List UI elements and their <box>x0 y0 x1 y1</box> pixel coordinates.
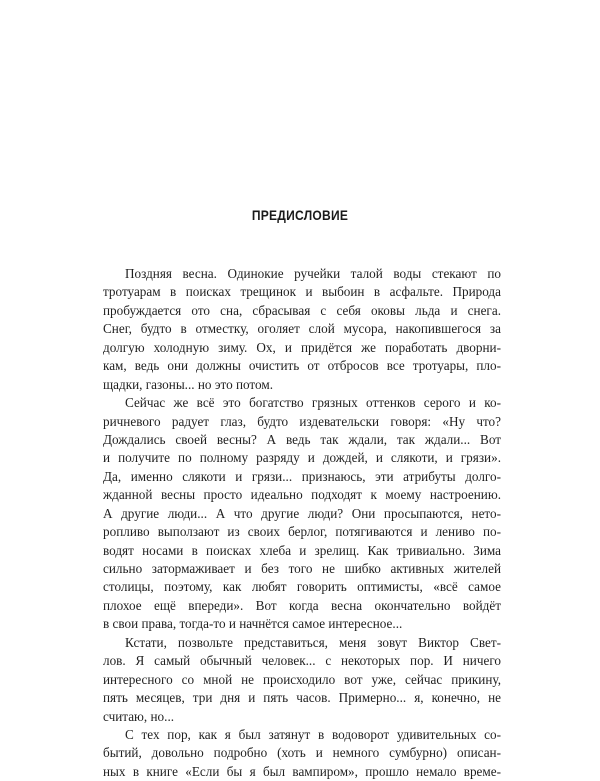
text-line: в свои права, тогда-то и начнётся самое интересное... <box>103 616 403 632</box>
text-line: щадки, газоны... но это потом. <box>103 376 274 392</box>
text-line: лов. Я самый обычный человек... с некоторых пор. И ничего <box>103 653 501 669</box>
chapter-heading: ПРЕДИСЛОВИЕ <box>251 207 349 223</box>
text-line: долгую холодную зиму. Ох, и придётся же поработать дворни- <box>103 339 501 355</box>
text-line: интересного со мной не происходило вот уже, сейчас прикину, <box>103 671 501 687</box>
text-line: пять месяцев, три дня и пять часов. Примерно... я, конечно, не <box>103 690 501 706</box>
text-line: Снег, будто в отместку, оголяет слой мусора, накопившегося за <box>103 321 501 337</box>
text-line: ричневого радует глаз, будто издевательски говоря: «Ну что? <box>103 413 501 429</box>
text-line: Сейчас же всё это богатство грязных оттенков серого и ко- <box>125 395 501 411</box>
text-line: ных в книге «Если бы я был вампиром», прошло немало време- <box>103 763 501 779</box>
text-line: пробуждается ото сна, сбрасывая с себя оковы льда и снега. <box>103 302 501 318</box>
text-line: столицы, поэтому, как любят говорить оптимисты, «всё самое <box>103 579 501 595</box>
text-line: бытий, довольно подробно (хоть и немного сумбурно) описан- <box>103 745 501 761</box>
text-line: считаю, но... <box>103 708 175 724</box>
body-text <box>103 265 501 781</box>
text-line: водят носами в поисках хлеба и зрелищ. Как тривиально. Зима <box>103 542 501 558</box>
text-line: кам, ведь они должны очистить от отбросов все тротуары, пло- <box>103 358 501 374</box>
text-line: сильно затормаживает и без того не шибко активных жителей <box>103 561 501 576</box>
text-line: ропливо выползают из своих берлог, потягиваются и лениво по- <box>103 524 501 540</box>
text-line: А другие люди... А что другие люди? Они просыпаются, нето- <box>103 505 501 521</box>
text-line: С тех пор, как я был затянут в водоворот удивительных со- <box>125 726 501 742</box>
text-line: Поздняя весна. Одинокие ручейки талой воды стекают по <box>125 266 501 281</box>
text-line: жданной весны просто идеально подходят к моему настроению. <box>103 487 501 503</box>
text-line: Дождались своей весны? А ведь так ждали, так ждали... Вот <box>103 431 501 447</box>
text-line: и получите по полному разряду и дождей, и слякоти, и грязи». <box>103 450 501 466</box>
text-line: Кстати, позвольте представиться, меня зовут Виктор Свет- <box>125 634 501 650</box>
text-line: плохое ещё впереди». Вот когда весна окончательно войдёт <box>103 597 501 613</box>
text-line: тротуарам в поисках трещинок и выбоин в асфальте. Природа <box>103 284 501 300</box>
text-line: Да, именно слякоти и грязи... признаюсь, эти атрибуты долго- <box>103 468 501 484</box>
